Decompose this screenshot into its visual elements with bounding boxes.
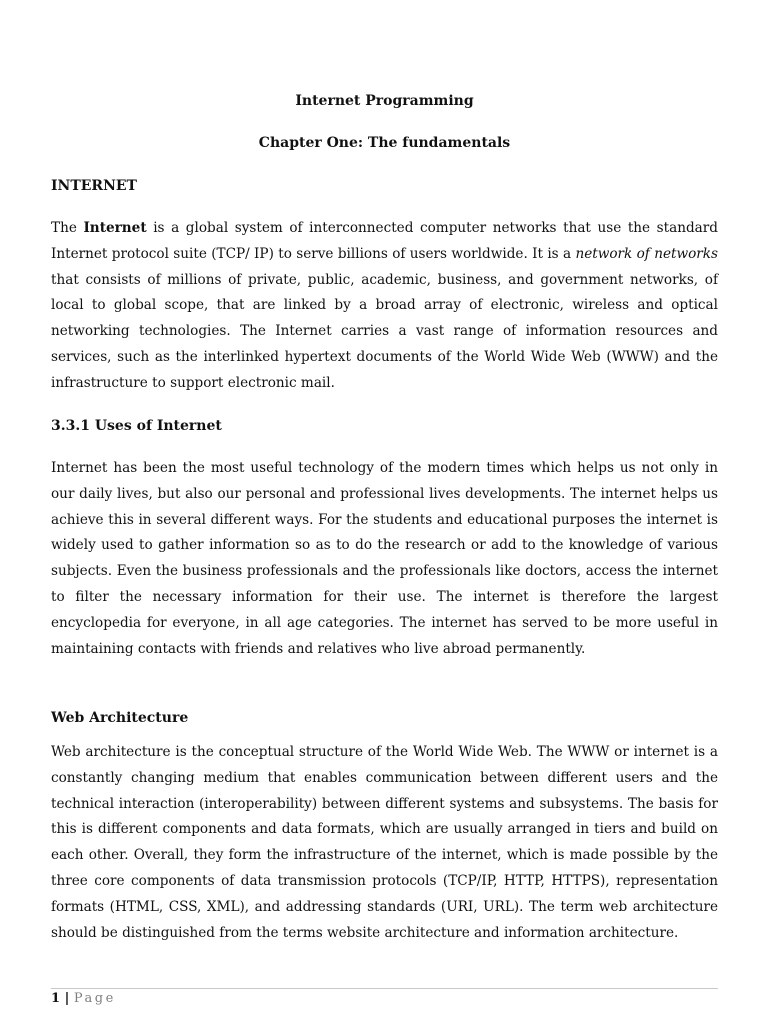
- section-heading-internet: INTERNET: [51, 178, 137, 194]
- paragraph-web-architecture: Web architecture is the conceptual structure of the World Wide Web. The WWW or internet is a constantly changing medium that enables communication between different users and the technical interaction (interoperability) between different systems and subsystems. The basis for this is different components and data formats, which are usually arranged in tiers and build on each other. Overall, they form the infrastructure of the internet, which is made possible by the three core components of data transmission protocols (TCP/IP, HTTP, HTTPS), representation formats (HTML, CSS, XML), and addressing standards (URI, URL). The term web architecture should be distinguished from the terms website architecture and information architecture.: [51, 744, 718, 941]
- page-label: Page: [73, 991, 116, 1006]
- footer-divider: [51, 988, 718, 989]
- footer-separator: |: [60, 991, 74, 1006]
- chapter-title: Chapter One: The fundamentals: [258, 135, 511, 151]
- paragraph-uses-of-internet: Internet has been the most useful technology of the modern times which helps us not only in our daily lives, but also our personal and professional lives developments. The internet helps us achieve this in several different ways. For the students and educational purposes the internet is widely used to gather information so as to do the research or add to the knowledge of various subjects. Even the business professionals and the professionals like doctors, access the internet to filter the necessary information for their use. The internet is therefore the largest encyclopedia for everyone, in all age categories. The internet has served to be more useful in maintaining contacts with friends and relatives who live abroad permanently.: [51, 460, 718, 657]
- paragraph-internet: [51, 216, 718, 397]
- page-number: 1: [51, 991, 61, 1006]
- term-network-of-networks: network of networks: [575, 245, 718, 262]
- section-heading-uses-of-internet: 3.3.1 Uses of Internet: [51, 418, 222, 434]
- paragraph-internet-text-1: is a global system of interconnected computer networks that use the standard Internet protocol suite (TCP/ IP) to serve billions of users worldwide. It is a: [51, 220, 718, 262]
- document-page: [51, 0, 718, 1024]
- paragraph-internet-lead: The: [51, 220, 84, 236]
- section-heading-web-architecture: Web Architecture: [51, 710, 189, 726]
- paragraph-internet-text-2: that consists of millions of private, public, academic, business, and government networks, of local to global scope, that are linked by a broad array of electronic, wireless and optical networking technologies. The Internet carries a vast range of information resources and services, such as the interlinked hypertext documents of the World Wide Web (WWW) and the infrastructure to support electronic mail.: [51, 271, 718, 391]
- page-footer: [51, 990, 116, 1008]
- term-internet: Internet: [83, 220, 147, 236]
- document-title: Internet Programming: [295, 93, 474, 109]
